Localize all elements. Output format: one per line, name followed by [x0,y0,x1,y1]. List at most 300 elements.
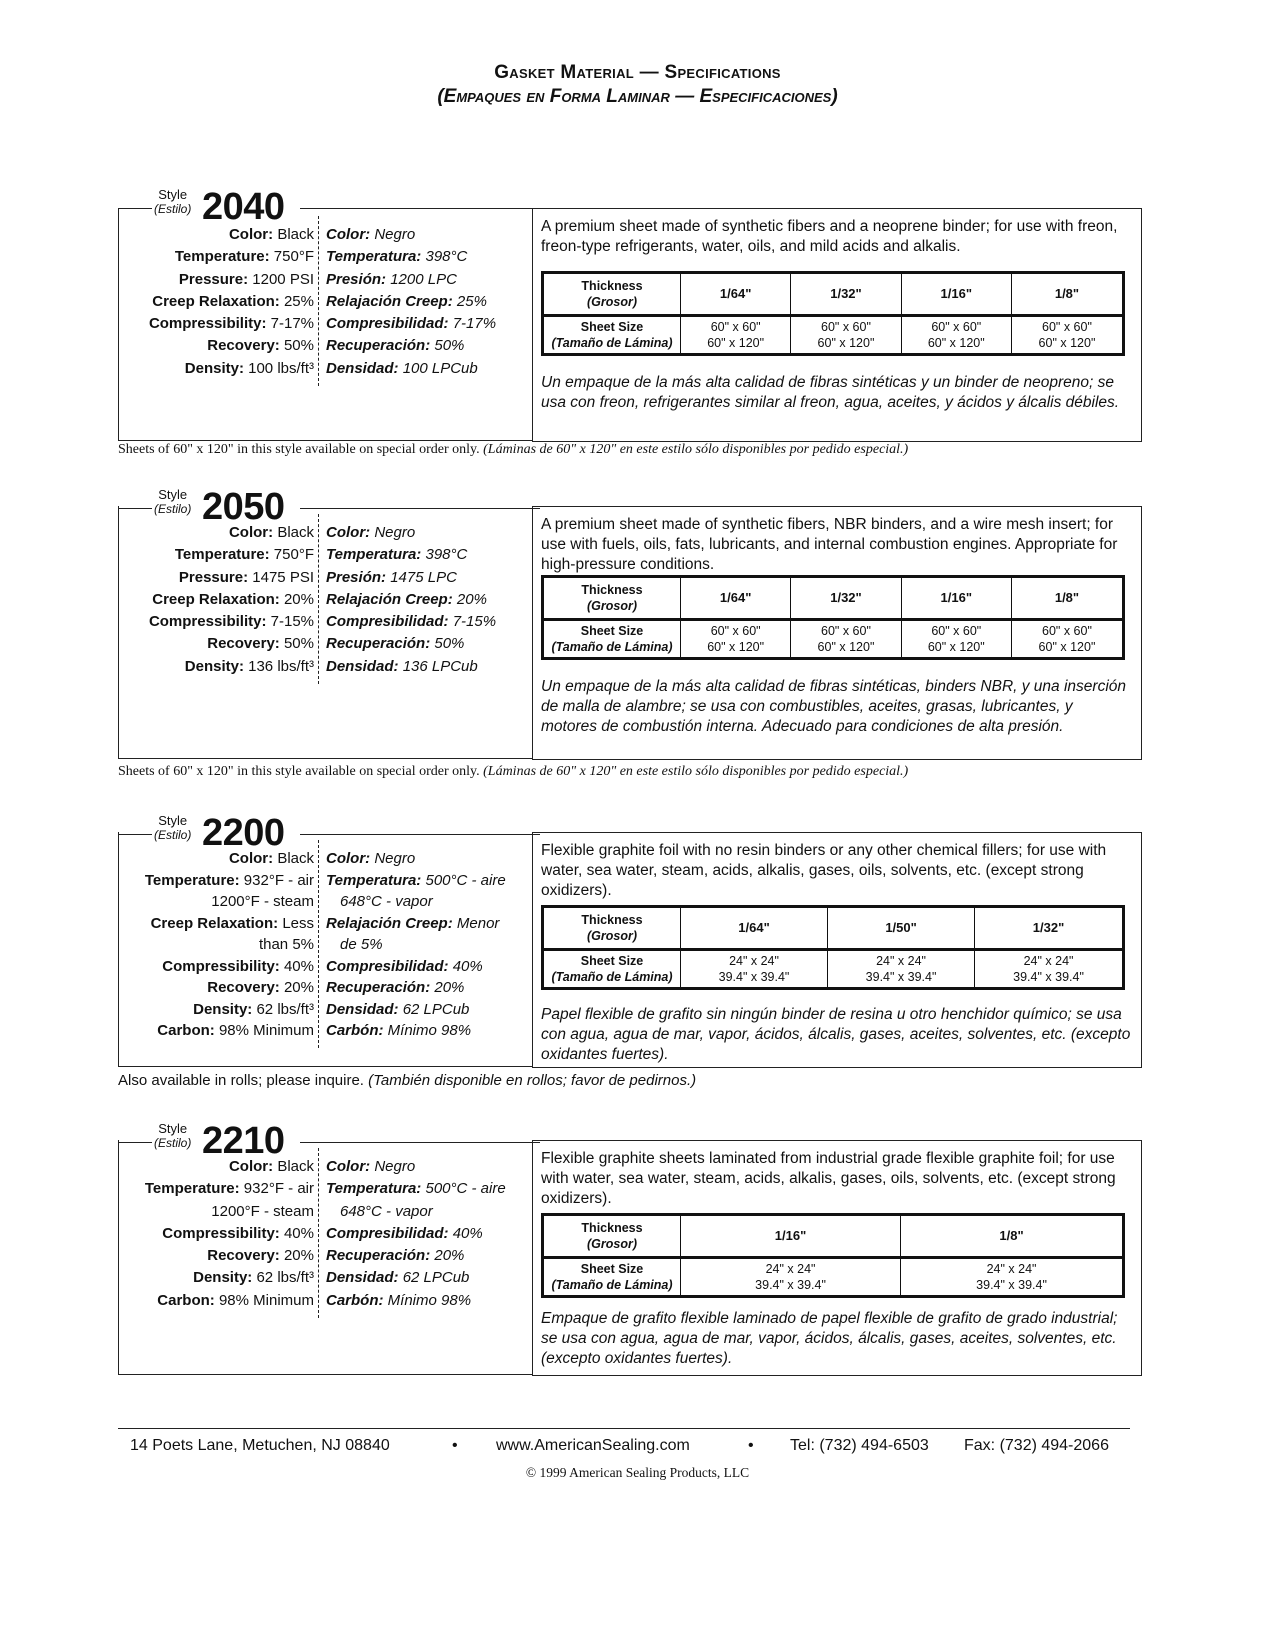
property-es [326,958,483,975]
sheet-size-header [543,620,681,659]
property-es [326,893,433,910]
property-row [118,569,314,591]
description-english: A premium sheet made of synthetic fibers and a neoprene binder; for use with freon, freon-type refrigerants, water, oils, and mild acids and alkalis. [541,218,1118,255]
property-row [118,546,314,568]
footer-fax: Fax: (732) 494-2066 [964,1437,1109,1454]
property-row [118,226,314,248]
property-row [326,1247,536,1269]
thickness-value: 1/16" [901,273,1011,316]
property-es [326,635,464,652]
sheet-size-value [828,950,975,989]
sheet-size-value [1011,620,1123,659]
property-en [211,1203,314,1220]
property-row [118,635,314,657]
property-value: 1475 LPC [390,568,457,586]
thickness-value: 1/32" [791,273,901,316]
property-row [326,569,536,591]
spec-table [541,575,1125,660]
property-label: Temperatura: [326,248,422,266]
property-label: Temperatura: [326,1180,422,1198]
property-row [326,1180,536,1202]
property-es [326,1269,469,1286]
property-row [326,1203,536,1225]
sheet-size-header [543,950,681,989]
property-value: Black [277,850,314,867]
sheet-size-line: 60" x 120" [707,640,765,654]
property-value: 50% [283,635,314,653]
property-en [145,872,314,889]
property-row [326,850,536,872]
property-label: Carbon: [157,1291,215,1309]
property-es [326,1225,483,1242]
thickness-row [543,907,1124,950]
property-label: Recuperación: [326,337,431,355]
property-value: 62 lbs/ft³ [256,1269,314,1287]
property-value: 1200 PSI [252,270,314,288]
availability-note [118,1072,696,1089]
property-label: Creep Relaxation: [150,914,279,932]
sheet-size-line: 60" x 60" [1042,624,1092,638]
note-spanish: (Láminas de 60" x 120" en este estilo sólo disponibles por pedido especial.) [483,764,909,779]
thickness-value: 1/8" [901,1215,1124,1258]
property-label: Recuperación: [326,635,431,653]
property-en [229,226,314,243]
sheet-size-line: 60" x 120" [927,336,985,350]
property-value: than 5% [258,936,314,953]
property-label: Compresibilidad: [326,1224,449,1242]
property-label: Pressure: [178,270,249,288]
style-label-en: Style [158,813,188,828]
thickness-value: 1/50" [828,907,975,950]
property-row [326,248,536,270]
property-en [152,293,314,310]
property-en [157,1022,314,1039]
property-row [326,1269,536,1291]
properties-spanish [326,226,536,382]
property-es [326,850,415,867]
sheet-size-row [543,316,1124,355]
property-label: Color: [326,226,371,243]
property-value: 932°F - air [243,871,314,889]
property-label: Density: [184,359,244,377]
property-row [326,591,536,613]
property-row [326,915,536,937]
property-label: Temperature: [174,546,270,564]
property-label: Compresibilidad: [326,315,449,333]
style-label-es: (Estilo) [154,502,192,516]
property-value: 40% [283,957,314,975]
style-number: 2040 [202,186,285,228]
description-english: Flexible graphite foil with no resin binders or any other chemical fillers; for use with water, sea water, steam, acids, alkalis, gases, oils, solvents, etc. (except strong oxidizers). [541,842,1107,899]
thickness-header [543,907,681,950]
sheet-size-line: 39.4" x 39.4" [1013,970,1084,984]
sheet-size-value [901,316,1011,355]
property-label: Presión: [326,270,387,288]
property-value: 20% [283,1247,314,1265]
sheet-size-line: 60" x 60" [710,320,761,334]
property-es [326,569,457,586]
property-value: 500°C - aire [425,1180,506,1198]
property-es [326,1158,415,1175]
property-row [326,1225,536,1247]
property-es [326,658,478,675]
property-en [185,360,314,377]
property-es [326,315,496,332]
sheet-size-value [791,620,901,659]
copyright: © 1999 American Sealing Products, LLC [525,1465,750,1480]
page-title-block [0,62,1275,108]
property-en [207,1247,314,1264]
properties-english [118,226,314,382]
thickness-value: 1/64" [681,577,791,620]
property-row [326,979,536,1001]
property-label: Recuperación: [326,1247,431,1265]
thickness-value: 1/8" [1011,577,1123,620]
property-value: 1200°F - steam [211,893,314,910]
description-spanish: Empaque de grafito flexible laminado de papel flexible de grafito de grado industrial; se usa con agua, agua de mar, vapor, ácidos, álcalis, gases, aceites, solventes, etc. (excepto oxidantes fuertes). [541,1310,1118,1367]
availability-note [118,442,908,458]
sheet-size-label: Sheet Size [580,954,644,968]
thickness-row [543,577,1124,620]
property-value: 62 lbs/ft³ [256,1000,314,1018]
sheet-size-label-es: (Tamaño de Lámina) [551,336,673,350]
description-box [532,1140,1142,1376]
description-spanish: Papel flexible de grafito sin ningún binder de resina u otro henchidor químico; se usa con agua, agua de mar, vapor, ácidos, álcalis, gases, aceites, solventes, etc. (excepto oxidantes fuertes). [541,1006,1131,1063]
thickness-header [543,1215,681,1258]
property-label: Densidad: [326,359,399,377]
property-en [151,915,314,932]
properties-spanish [326,1158,536,1314]
property-label: Recuperación: [326,979,431,996]
description-box [532,208,1142,442]
property-row [326,546,536,568]
footer-phone: Tel: (732) 494-6503 [790,1437,929,1454]
property-en [207,337,314,354]
property-es [326,271,457,288]
footer-bullet: • [452,1437,458,1454]
property-value: Black [277,1158,314,1175]
column-divider [318,1148,319,1318]
style-number: 2050 [202,486,285,528]
thickness-value: 1/32" [791,577,901,620]
sheet-size-line: 24" x 24" [765,1262,816,1276]
property-es [326,524,415,541]
property-row [118,893,314,915]
description-box [532,506,1142,760]
property-label: Densidad: [326,1269,399,1287]
property-value: 648°C - vapor [340,1202,433,1220]
property-row [118,293,314,315]
property-label: Creep Relaxation: [152,292,280,310]
property-label: Color: [228,524,274,541]
style-label-es: (Estilo) [154,202,192,216]
property-es [326,1001,469,1018]
property-label: Density: [184,657,244,675]
property-row [326,936,536,958]
property-en [149,613,314,630]
style-label-es: (Estilo) [154,828,192,842]
thickness-row [543,273,1124,316]
property-label: Color: [326,1158,371,1175]
property-label: Densidad: [326,1000,399,1018]
property-row [326,635,536,657]
property-value: 62 LPCub [402,1000,470,1018]
thickness-label: Thickness [581,913,643,927]
note-spanish: (También disponible en rollos; favor de pedirnos.) [368,1072,697,1089]
property-value: 98% Minimum [218,1022,314,1039]
property-value: 750°F [273,248,314,266]
sheet-size-line: 60" x 60" [931,624,982,638]
properties-spanish [326,850,536,1044]
property-en [185,658,314,675]
property-row [118,915,314,937]
property-value: 136 lbs/ft³ [248,657,314,675]
sheet-size-line: 39.4" x 39.4" [718,970,790,984]
property-value: 398°C [425,248,468,266]
sheet-size-value [791,316,901,355]
property-label: Compressibility: [162,957,280,975]
sheet-size-line: 60" x 120" [817,640,875,654]
sheet-size-line: 60" x 60" [1042,320,1092,334]
sheet-size-header [543,1258,681,1297]
style-number: 2200 [202,812,285,854]
property-value: Negro [374,226,416,243]
property-row [118,979,314,1001]
property-value: 20% [283,979,314,996]
property-en [211,893,314,910]
sheet-size-line: 60" x 60" [710,624,761,638]
property-value: 7-15% [270,613,314,631]
style-label-en: Style [158,487,188,502]
property-label: Carbón: [326,1022,384,1039]
property-row [118,1269,314,1291]
property-label: Compressibility: [148,613,267,631]
sheet-size-value [1011,316,1123,355]
sheet-size-value [681,620,791,659]
column-divider [318,216,319,386]
thickness-value: 1/8" [1011,273,1123,316]
sheet-size-line: 60" x 60" [821,624,871,638]
property-value: 100 LPCub [402,359,478,377]
property-value: 20% [434,1247,465,1265]
property-value: 20% [456,590,487,608]
property-value: Black [277,524,314,541]
property-en [145,1180,314,1197]
property-row [118,958,314,980]
sheet-size-value [901,620,1011,659]
sheet-size-row [543,950,1124,989]
footer-address: 14 Poets Lane, Metuchen, NJ 08840 [130,1437,390,1454]
property-row [326,1022,536,1044]
property-row [118,524,314,546]
property-label: Carbón: [326,1291,384,1309]
property-value: 7-15% [452,613,497,631]
property-row [118,248,314,270]
property-value: 40% [283,1224,314,1242]
property-row [118,872,314,894]
thickness-label: Thickness [581,583,643,597]
thickness-label-es: (Grosor) [587,929,637,943]
sheet-size-value [901,1258,1124,1297]
sheet-size-value [975,950,1124,989]
property-label: Density: [193,1269,253,1287]
property-label: Color: [326,524,371,541]
sheet-size-line: 24" x 24" [1023,954,1074,968]
property-en [179,271,314,288]
property-es [326,872,506,889]
property-value: 20% [283,590,314,608]
sheet-size-line: 60" x 120" [1038,336,1096,350]
property-es [326,979,464,996]
property-value: 50% [434,337,465,355]
property-en [193,1269,314,1286]
properties-spanish [326,524,536,680]
sheet-size-line: 60" x 120" [817,336,875,350]
property-label: Carbon: [157,1022,215,1039]
property-es [326,248,467,265]
property-value: Mínimo 98% [387,1022,472,1039]
property-value: 62 LPCub [402,1269,470,1287]
property-es [326,226,415,243]
property-es [326,293,487,310]
sheet-size-label-es: (Tamaño de Lámina) [551,1278,673,1292]
property-label: Relajación Creep: [326,914,453,932]
property-row [118,1225,314,1247]
property-label: Recovery: [207,979,280,996]
property-row [118,271,314,293]
property-en [207,635,314,652]
property-value: 398°C [425,546,468,564]
property-value: 136 LPCub [402,657,478,675]
property-label: Temperatura: [326,546,422,564]
property-es [326,1247,464,1264]
property-value: 648°C - vapor [340,893,433,910]
property-row [326,893,536,915]
thickness-label-es: (Grosor) [587,599,637,613]
property-row [326,293,536,315]
thickness-label-es: (Grosor) [587,1237,637,1251]
sheet-size-label-es: (Tamaño de Lámina) [551,640,673,654]
property-en [193,1001,314,1018]
property-es [326,1203,433,1220]
sheet-size-line: 39.4" x 39.4" [865,970,937,984]
property-row [118,1158,314,1180]
property-value: 40% [452,957,483,975]
sheet-size-line: 24" x 24" [729,954,779,968]
description-spanish: Un empaque de la más alta calidad de fibras sintéticas y un binder de neopreno; se usa con freon, refrigerantes similar al freon, agua, aceites, y ácidos y álcalis débiles. [541,374,1120,411]
thickness-label: Thickness [581,279,643,293]
property-row [118,1180,314,1202]
property-value: 932°F - air [243,1180,314,1198]
property-value: 100 lbs/ft³ [248,359,314,377]
property-row [326,958,536,980]
property-en [162,958,314,975]
property-row [326,360,536,382]
thickness-value: 1/32" [975,907,1124,950]
property-row [326,613,536,635]
property-label: Recovery: [207,1247,280,1265]
thickness-value: 1/64" [681,907,828,950]
spec-table [541,271,1125,356]
property-en [259,936,314,953]
property-value: 500°C - aire [425,871,506,889]
sheet-size-line: 24" x 24" [876,954,926,968]
availability-note [118,764,908,780]
property-value: Negro [374,524,416,541]
property-value: Mínimo 98% [387,1291,472,1309]
property-label: Color: [228,226,274,243]
properties-english [118,850,314,1044]
property-es [326,546,467,563]
property-label: Compresibilidad: [326,957,449,975]
page-title-spanish: (Empaques en Forma Laminar — Especificaciones) [437,86,838,107]
property-value: 750°F [273,546,314,564]
property-value: 7-17% [270,315,314,333]
property-row [326,1158,536,1180]
thickness-value: 1/64" [681,273,791,316]
property-label: Color: [326,850,371,867]
property-label: Color: [228,1158,274,1175]
property-label: Presión: [326,568,387,586]
property-label: Temperature: [144,871,240,889]
property-row [326,658,536,680]
property-es [326,1292,471,1309]
property-es [326,936,383,953]
footer-website-link[interactable]: www.AmericanSealing.com [496,1437,690,1454]
thickness-value: 1/16" [901,577,1011,620]
property-label: Densidad: [326,657,399,675]
footer-bullet: • [748,1437,754,1454]
property-row [118,337,314,359]
property-row [118,591,314,613]
sheet-size-line: 39.4" x 39.4" [755,1278,826,1292]
property-en [207,979,314,996]
note-spanish: (Láminas de 60" x 120" en este estilo sólo disponibles por pedido especial.) [483,442,909,457]
spec-table [541,905,1125,990]
property-label: Creep Relaxation: [152,590,280,608]
property-es [326,1180,506,1197]
thickness-header [543,577,681,620]
property-row [118,315,314,337]
property-label: Relajación Creep: [326,590,453,608]
property-row [118,658,314,680]
property-value: 7-17% [452,315,497,333]
thickness-value: 1/16" [681,1215,901,1258]
sheet-size-header [543,316,681,355]
sheet-size-label: Sheet Size [580,320,644,334]
property-row [118,850,314,872]
property-row [326,226,536,248]
property-value: 50% [283,337,314,355]
thickness-label: Thickness [581,1221,643,1235]
sheet-size-value [681,1258,901,1297]
sheet-size-label: Sheet Size [580,1262,644,1276]
property-value: 40% [452,1224,483,1242]
properties-english [118,1158,314,1314]
spec-table [541,1213,1125,1298]
property-en [157,1292,314,1309]
property-label: Density: [193,1000,253,1018]
properties-english [118,524,314,680]
property-row [326,1292,536,1314]
note-english: Sheets of 60" x 120" in this style available on special order only. [118,442,480,457]
property-value: 20% [434,979,465,996]
sheet-size-label: Sheet Size [580,624,644,638]
property-en [229,524,314,541]
property-es [326,337,464,354]
property-row [118,1247,314,1269]
property-label: Temperature: [174,248,270,266]
